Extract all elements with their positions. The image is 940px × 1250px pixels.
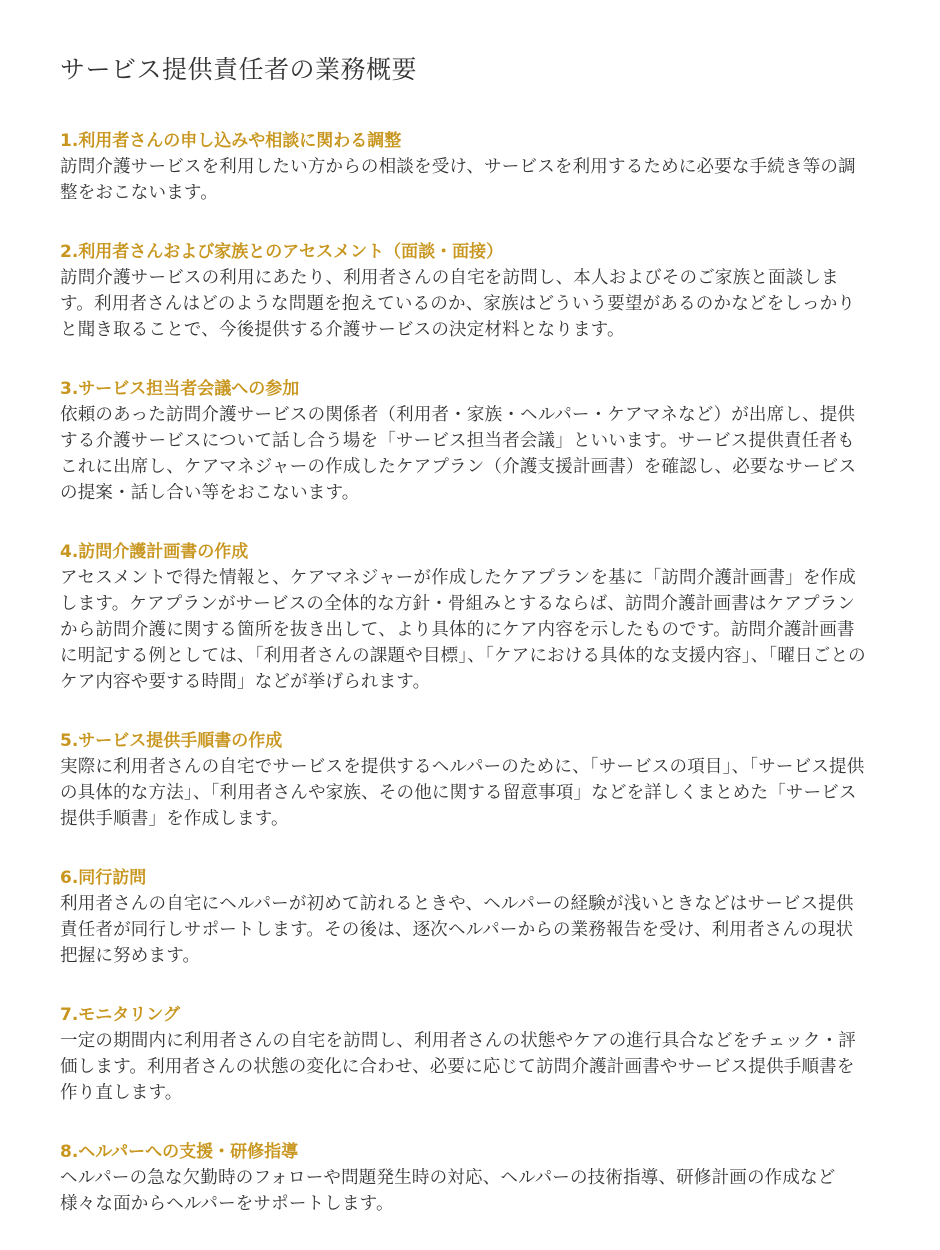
section-heading: 6.同行訪問 <box>60 868 147 888</box>
section-2 <box>60 239 870 343</box>
section-heading: 7.モニタリング <box>60 1005 180 1025</box>
section-body: 訪問介護サービスの利用にあたり、利用者さんの自宅を訪問し、本人およびそのご家族と面談します。利用者さんはどのような問題を抱えているのか、家族はどういう要望があるのかなどをしっかりと聞き取ることで、今後提供する介護サービスの決定材料となります。 <box>60 268 856 340</box>
section-6 <box>60 865 870 969</box>
section-body: アセスメントで得た情報と、ケアマネジャーが作成したケアプランを基に「訪問介護計画書」を作成します。ケアプランがサービスの全体的な方針・骨組みとするならば、訪問介護計画書はケアプランから訪問介護に関する箇所を抜き出して、より具体的にケア内容を示したものです。訪問介護計画書に明記する例としては、「利用者さんの課題や目標」、「ケアにおける具体的な支援内容」、「曜日ごとのケア内容や要する時間」などが挙げられます。 <box>60 568 866 692</box>
section-body: ヘルパーの急な欠勤時のフォローや問題発生時の対応、ヘルパーの技術指導、研修計画の作成など様々な面からヘルパーをサポートします。 <box>60 1168 836 1214</box>
section-heading: 5.サービス提供手順書の作成 <box>60 731 283 751</box>
section-heading: 3.サービス担当者会議への参加 <box>60 379 300 399</box>
section-body: 依頼のあった訪問介護サービスの関係者（利用者・家族・ヘルパー・ケアマネなど）が出席し、提供する介護サービスについて話し合う場を「サービス担当者会議」といいます。サービス提供責任者もこれに出席し、ケアマネジャーの作成したケアプラン（介護支援計画書）を確認し、必要なサービスの提案・話し合い等をおこないます。 <box>60 405 857 503</box>
section-heading: 1.利用者さんの申し込みや相談に関わる調整 <box>60 131 402 151</box>
page-title: サービス提供責任者の業務概要 <box>60 55 418 84</box>
section-8 <box>60 1139 870 1217</box>
section-body: 訪問介護サービスを利用したい方からの相談を受け、サービスを利用するために必要な手続き等の調整をおこないます。 <box>60 157 856 203</box>
section-3 <box>60 376 870 506</box>
section-heading: 2.利用者さんおよび家族とのアセスメント（面談・面接） <box>60 242 504 262</box>
section-heading: 8.ヘルパーへの支援・研修指導 <box>60 1142 299 1162</box>
section-4 <box>60 539 870 695</box>
section-5 <box>60 728 870 832</box>
section-7 <box>60 1002 870 1106</box>
section-heading: 4.訪問介護計画書の作成 <box>60 542 249 562</box>
section-1 <box>60 128 870 206</box>
section-body: 利用者さんの自宅にヘルパーが初めて訪れるときや、ヘルパーの経験が浅いときなどはサービス提供責任者が同行しサポートします。その後は、逐次ヘルパーからの業務報告を受け、利用者さんの現状把握に努めます。 <box>60 894 854 966</box>
section-body: 一定の期間内に利用者さんの自宅を訪問し、利用者さんの状態やケアの進行具合などをチェック・評価します。利用者さんの状態の変化に合わせ、必要に応じて訪問介護計画書やサービス提供手順書を作り直します。 <box>60 1031 856 1103</box>
section-body: 実際に利用者さんの自宅でサービスを提供するヘルパーのために、「サービスの項目」、「サービス提供の具体的な方法」、「利用者さんや家族、その他に関する留意事項」などを詳しくまとめた「サービス提供手順書」を作成します。 <box>60 757 865 829</box>
